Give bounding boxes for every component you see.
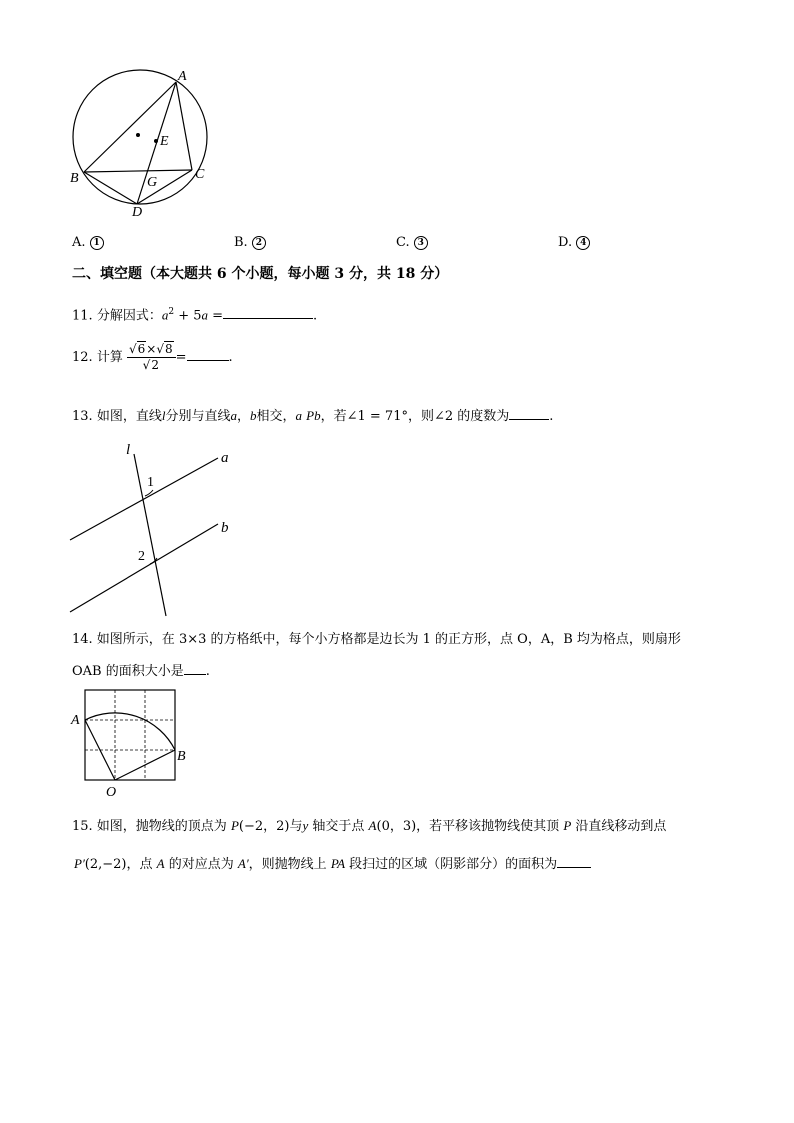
option-c: C. 3 [396, 235, 428, 251]
answer-blank[interactable] [184, 662, 206, 675]
option-d: D. 4 [558, 235, 590, 251]
label-B: B [177, 749, 186, 764]
option-b: B. 2 [234, 235, 266, 251]
question-11: 11. 分解因式：$a^2 + 5a$ = . [72, 307, 318, 324]
circled-number: 2 [252, 236, 266, 250]
answer-blank[interactable] [509, 407, 549, 420]
question-14-line1: 14. 如图所示，在 3×3 的方格纸中，每个小方格都是边长为 1 的正方形，点 O，A，B 均为格点，则扇形 [72, 632, 681, 647]
label-A: A [71, 713, 80, 728]
label-A: A [178, 69, 187, 84]
label-b: b [221, 520, 229, 536]
label-O: O [106, 785, 117, 798]
circled-number: 4 [576, 236, 590, 250]
label-a: a [221, 450, 229, 466]
question-13: 13. 如图，直线l分别与直线a，b相交，a Pb，若∠1 = 71°，则∠2 的度数为 . [72, 408, 554, 424]
answer-blank[interactable] [187, 348, 229, 361]
angle-2: 2 [138, 549, 145, 564]
question-15-line1: 15. 如图，抛物线的顶点为 P(−2，2)与y 轴交于点 A(0，3)，若平移该抛物线使其顶 P 沿直线移动到点 [72, 818, 667, 834]
label-D: D [132, 205, 143, 220]
question-15-line2: P′(2,−2)，点 A 的对应点为 A′，则抛物线上 PA 段扫过的区域（阴影部分）的面积为 [74, 855, 591, 873]
circle-triangle-figure [60, 64, 220, 224]
label-B: B [70, 171, 79, 186]
label-E: E [160, 134, 169, 149]
fraction: $\frac{√6\times√8}{√2}$ [127, 342, 176, 373]
parallel-lines-figure [66, 440, 246, 620]
label-l: l [126, 442, 131, 458]
answer-blank[interactable] [557, 855, 591, 868]
answer-blank[interactable] [223, 306, 313, 319]
label-C: C [195, 167, 205, 182]
circled-number: 1 [90, 236, 104, 250]
label-G: G [147, 175, 158, 190]
section-heading: 二、填空题（本大题共 6 个小题，每小题 3 分，共 18 分） [72, 266, 449, 282]
angle-1: 1 [147, 475, 154, 490]
option-a: A. 1 [72, 235, 104, 251]
grid-sector-figure [66, 686, 196, 798]
circled-number: 3 [414, 236, 428, 250]
question-14-line2: OAB 的面积大小是 . [72, 664, 210, 679]
question-12: 12. 计算 $\frac{√6\times√8}{√2}$ = . [72, 342, 233, 372]
